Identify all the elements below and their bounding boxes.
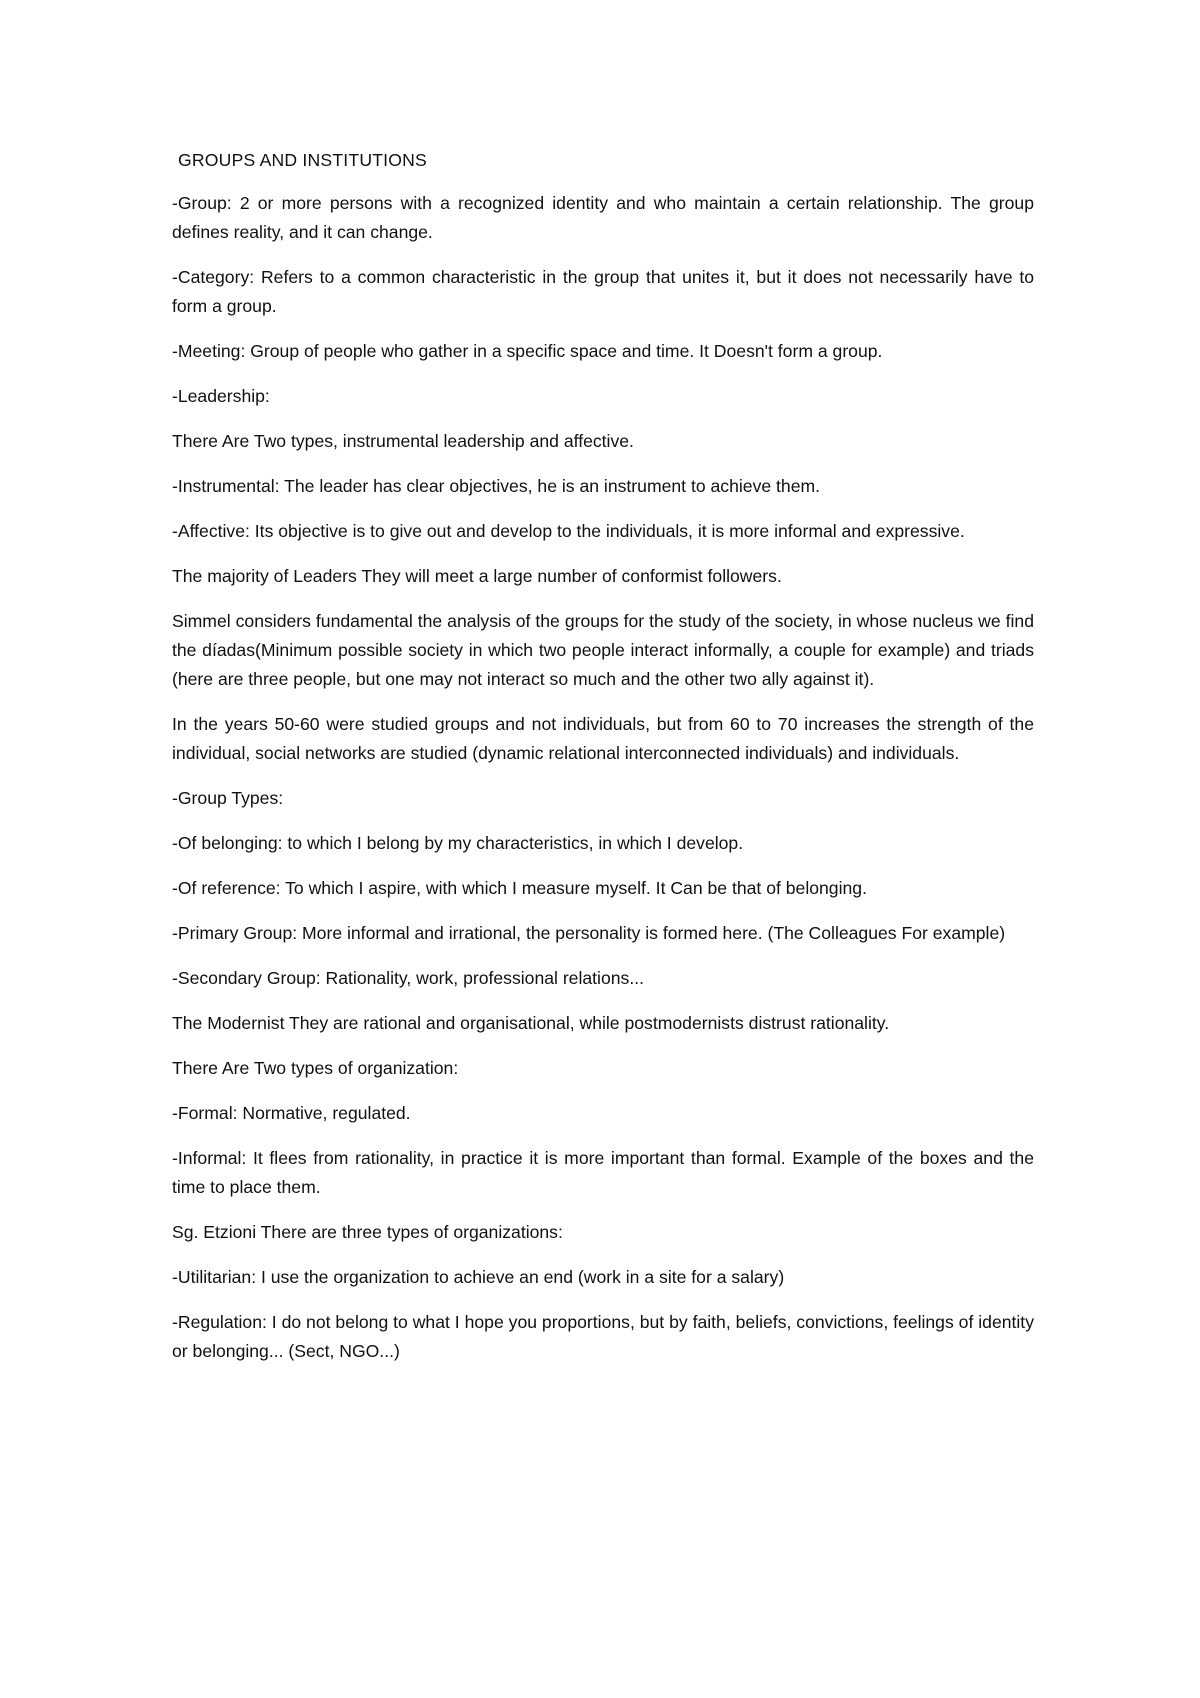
paragraph-reference: -Of reference: To which I aspire, with which I measure myself. It Can be that of belonging. bbox=[172, 878, 867, 898]
paragraph-informal: -Informal: It flees from rationality, in practice it is more important than formal. Example of the boxes and the time to place them. bbox=[172, 1148, 1034, 1197]
paragraph-modernist: The Modernist They are rational and organisational, while postmodernists distrust rationality. bbox=[172, 1013, 890, 1033]
document-body bbox=[172, 146, 1034, 1366]
document-title: GROUPS AND INSTITUTIONS bbox=[178, 150, 427, 170]
paragraph-belonging: -Of belonging: to which I belong by my characteristics, in which I develop. bbox=[172, 833, 744, 853]
paragraph-etzioni: Sg. Etzioni There are three types of organizations: bbox=[172, 1222, 563, 1242]
paragraph-category-definition: -Category: Refers to a common characteristic in the group that unites it, but it does not necessarily have to form a group. bbox=[172, 267, 1034, 316]
paragraph-utilitarian: -Utilitarian: I use the organization to achieve an end (work in a site for a salary) bbox=[172, 1267, 785, 1287]
paragraph-group-definition: -Group: 2 or more persons with a recognized identity and who maintain a certain relationship. The group defines reality, and it can change. bbox=[172, 193, 1034, 242]
paragraph-leaders-followers: The majority of Leaders They will meet a large number of conformist followers. bbox=[172, 566, 782, 586]
paragraph-group-types-heading: -Group Types: bbox=[172, 788, 284, 808]
paragraph-organization-types: There Are Two types of organization: bbox=[172, 1058, 459, 1078]
paragraph-simmel: Simmel considers fundamental the analysis of the groups for the study of the society, in whose nucleus we find the díadas(Minimum possible society in which two people interact informally, a couple for example) and triads (here are three people, but one may not interact so much and the other two ally against it). bbox=[172, 611, 1034, 689]
paragraph-affective: -Affective: Its objective is to give out and develop to the individuals, it is more informal and expressive. bbox=[172, 521, 965, 541]
paragraph-leadership-heading: -Leadership: bbox=[172, 386, 270, 406]
paragraph-leadership-types: There Are Two types, instrumental leadership and affective. bbox=[172, 431, 634, 451]
paragraph-years: In the years 50-60 were studied groups and not individuals, but from 60 to 70 increases the strength of the individual, social networks are studied (dynamic relational interconnected individuals) and individuals. bbox=[172, 714, 1034, 763]
paragraph-secondary-group: -Secondary Group: Rationality, work, professional relations... bbox=[172, 968, 644, 988]
paragraph-primary-group: -Primary Group: More informal and irrational, the personality is formed here. (The Colleagues For example) bbox=[172, 923, 1006, 943]
paragraph-meeting-definition: -Meeting: Group of people who gather in a specific space and time. It Doesn't form a group. bbox=[172, 341, 883, 361]
paragraph-formal: -Formal: Normative, regulated. bbox=[172, 1103, 411, 1123]
paragraph-instrumental: -Instrumental: The leader has clear objectives, he is an instrument to achieve them. bbox=[172, 476, 821, 496]
paragraph-regulation: -Regulation: I do not belong to what I hope you proportions, but by faith, beliefs, convictions, feelings of identity or belonging... (Sect, NGO...) bbox=[172, 1312, 1034, 1361]
